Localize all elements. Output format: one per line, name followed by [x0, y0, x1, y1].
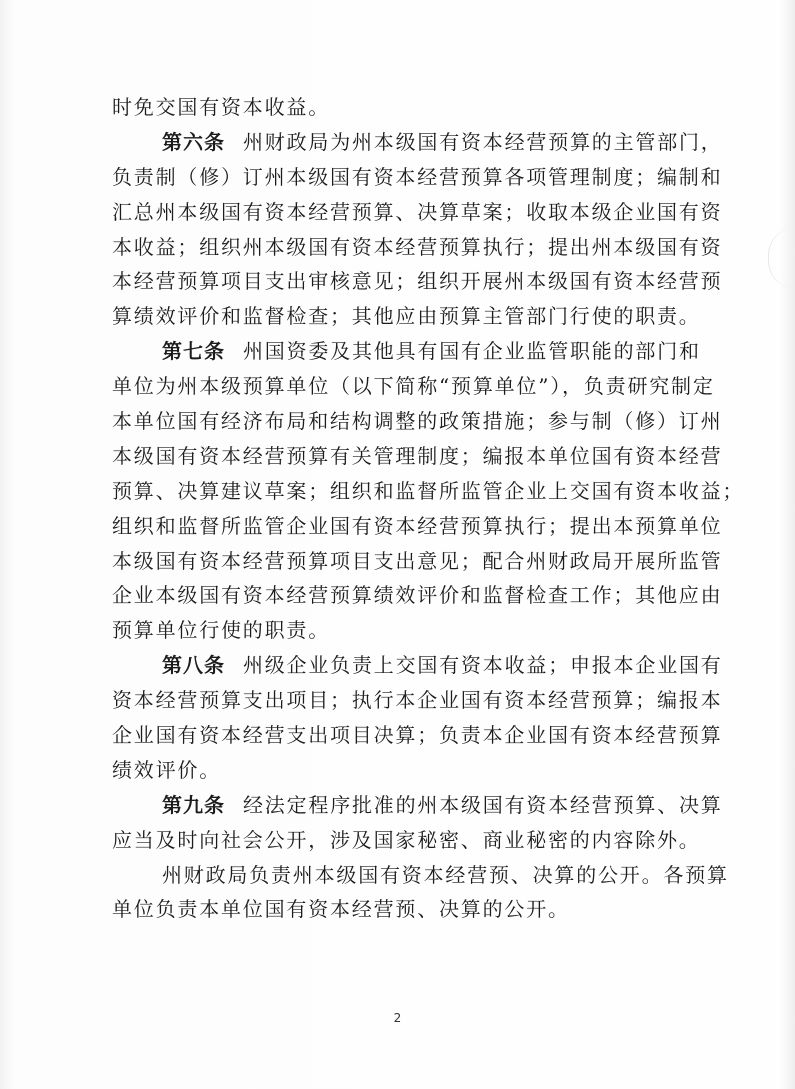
- article-7-line: [112, 334, 702, 369]
- article-6-line: [112, 125, 723, 160]
- text-line: 绩效评价。: [112, 757, 221, 782]
- text-line: 本收益；组织州本级国有资本经营预算执行；提出州本级国有资: [112, 234, 723, 259]
- text-line: 算绩效评价和监督检查；其他应由预算主管部门行使的职责。: [112, 304, 701, 329]
- text-line: 预算、决算建议草案；组织和监督所监管企业上交国有资本收益；: [112, 478, 745, 503]
- article-heading: 第八条: [162, 653, 225, 678]
- text-span: 州国资委及其他具有国有企业监管职能的部门和: [243, 339, 701, 364]
- text-span: 州财政局为州本级国有资本经营预算的主管部门，: [243, 129, 723, 154]
- text-line: 本级国有资本经营预算项目支出意见；配合州财政局开展所监管: [112, 548, 723, 573]
- text-span: 经法定程序批准的州本级国有资本经营预算、决算: [243, 792, 723, 817]
- article-heading: 第七条: [162, 339, 225, 364]
- text-line: 企业国有资本经营支出项目决算；负责本企业国有资本经营预算: [112, 723, 723, 748]
- text-line: 本级国有资本经营预算有关管理制度；编报本单位国有资本经营: [112, 443, 723, 468]
- text-line: 时免交国有资本收益。: [112, 95, 330, 119]
- text-span: 州级企业负责上交国有资本收益；申报本企业国有: [243, 653, 723, 678]
- text-line: 预算单位行使的职责。: [112, 618, 330, 643]
- article-heading: 第九条: [162, 792, 225, 817]
- text-line: 企业本级国有资本经营预算绩效评价和监督检查工作；其他应由: [112, 583, 723, 608]
- article-8-line: [112, 648, 723, 683]
- binding-mark: [768, 228, 795, 288]
- page-number: 2: [393, 1011, 402, 1025]
- text-line: 资本经营预算支出项目；执行本企业国有资本经营预算；编报本: [112, 688, 723, 713]
- text-line: 汇总州本级国有资本经营预算、决算草案；收取本级企业国有资: [112, 199, 723, 224]
- paragraph-line: 州财政局负责州本级国有资本经营预、决算的公开。各预算: [162, 862, 729, 887]
- body-text: [112, 90, 745, 927]
- text-line: 单位负责本单位国有资本经营预、决算的公开。: [112, 897, 570, 922]
- text-line: 负责制（修）订州本级国有资本经营预算各项管理制度；编制和: [112, 164, 723, 189]
- text-line: 单位为州本级预算单位（以下简称“预算单位”），负责研究制定: [112, 374, 715, 399]
- article-9-line: [112, 788, 723, 823]
- text-line: 本经营预算项目支出审核意见；组织开展州本级国有资本经营预: [112, 269, 723, 294]
- text-line: 应当及时向社会公开，涉及国家秘密、商业秘密的内容除外。: [112, 827, 701, 852]
- article-heading: 第六条: [162, 129, 225, 154]
- text-line: 组织和监督所监管企业国有资本经营预算执行；提出本预算单位: [112, 513, 723, 538]
- text-line: 本单位国有经济布局和结构调整的政策措施；参与制（修）订州: [112, 409, 723, 434]
